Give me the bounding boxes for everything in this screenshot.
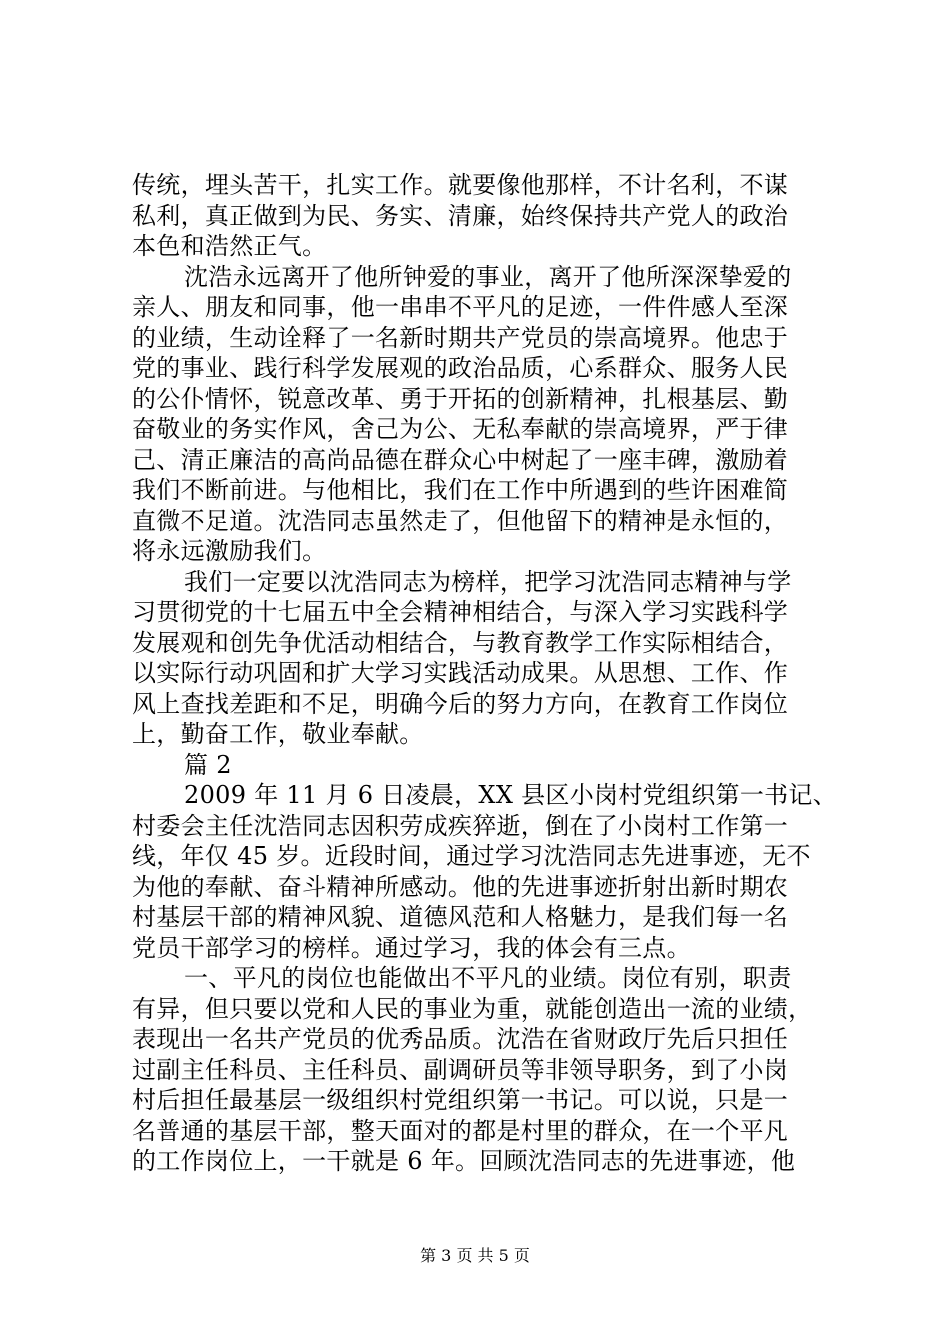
text-line: 线，年仅 45 岁。近段时间，通过学习沈浩同志先进事迹，无不: [132, 842, 811, 870]
text-line: 的工作岗位上，一干就是 6 年。回顾沈浩同志的先进事迹，他: [132, 1147, 796, 1175]
text-line: 的业绩，生动诠释了一名新时期共产党员的崇高境界。他忠于: [132, 323, 789, 352]
text-line: 名普通的基层干部，整天面对的都是村里的群众，在一个平凡: [132, 1116, 789, 1145]
document-body: [132, 170, 838, 1177]
text-line: 以实际行动巩固和扩大学习实践活动成果。从思想、工作、作: [132, 659, 789, 687]
text-line: 发展观和创先争优活动相结合，与教育教学工作实际相结合，: [132, 628, 789, 657]
text-line: 的公仆情怀，锐意改革、勇于开拓的创新精神，扎根基层、勤: [132, 384, 789, 413]
text-line: 为他的奉献、奋斗精神所感动。他的先进事迹折射出新时期农: [132, 872, 789, 901]
text-line: 村基层干部的精神风貌、道德风范和人格魅力，是我们每一名: [132, 903, 789, 931]
text-line: 习贯彻党的十七届五中全会精神相结合，与深入学习实践科学: [132, 598, 789, 626]
text-line: 党的事业、践行科学发展观的政治品质，心系群众、服务人民: [132, 354, 789, 382]
text-line: 党员干部学习的榜样。通过学习，我的体会有三点。: [132, 933, 691, 962]
text-line: 沈浩永远离开了他所钟爱的事业，离开了他所深深挚爱的: [184, 262, 792, 291]
text-line: 亲人、朋友和同事，他一串串不平凡的足迹，一件件感人至深: [132, 293, 789, 321]
text-line: 过副主任科员、主任科员、副调研员等非领导职务，到了小岗: [132, 1055, 789, 1084]
text-line: 表现出一名共产党员的优秀品质。沈浩在省财政厅先后只担任: [132, 1025, 789, 1053]
text-line: 有异，但只要以党和人民的事业为重，就能创造出一流的业绩，: [132, 994, 813, 1023]
text-line: 传统，埋头苦干，扎实工作。就要像他那样，不计名利，不谋: [132, 171, 789, 199]
text-line: 风上查找差距和不足，明确今后的努力方向，在教育工作岗位: [132, 689, 789, 718]
text-line: 将永远激励我们。: [132, 537, 327, 565]
text-line: 一、平凡的岗位也能做出不平凡的业绩。岗位有别，职责: [184, 964, 792, 992]
page-footer: 第 3 页 共 5 页: [420, 1246, 530, 1265]
text-line: 上，勤奋工作，敬业奉献。: [132, 720, 424, 748]
text-line: 私利，真正做到为民、务实、清廉，始终保持共产党人的政治: [132, 201, 789, 230]
text-line: 村后担任最基层一级组织村党组织第一书记。可以说，只是一: [132, 1086, 789, 1114]
text-line: 本色和浩然正气。: [132, 232, 327, 260]
text-line: 直微不足道。沈浩同志虽然走了，但他留下的精神是永恒的，: [132, 506, 789, 535]
text-line: 我们一定要以沈浩同志为榜样，把学习沈浩同志精神与学: [184, 567, 792, 596]
text-line: 篇 2: [184, 750, 232, 779]
text-line: 己、清正廉洁的高尚品德在群众心中树起了一座丰碑，激励着: [132, 445, 789, 474]
text-line: 2009 年 11 月 6 日凌晨，XX 县区小岗村党组织第一书记、: [184, 781, 838, 809]
text-line: 我们不断前进。与他相比，我们在工作中所遇到的些许困难简: [132, 476, 789, 504]
text-line: 奋敬业的务实作风，舍己为公、无私奉献的崇高境界，严于律: [132, 415, 789, 443]
text-line: 村委会主任沈浩同志因积劳成疾猝逝，倒在了小岗村工作第一: [132, 811, 789, 840]
